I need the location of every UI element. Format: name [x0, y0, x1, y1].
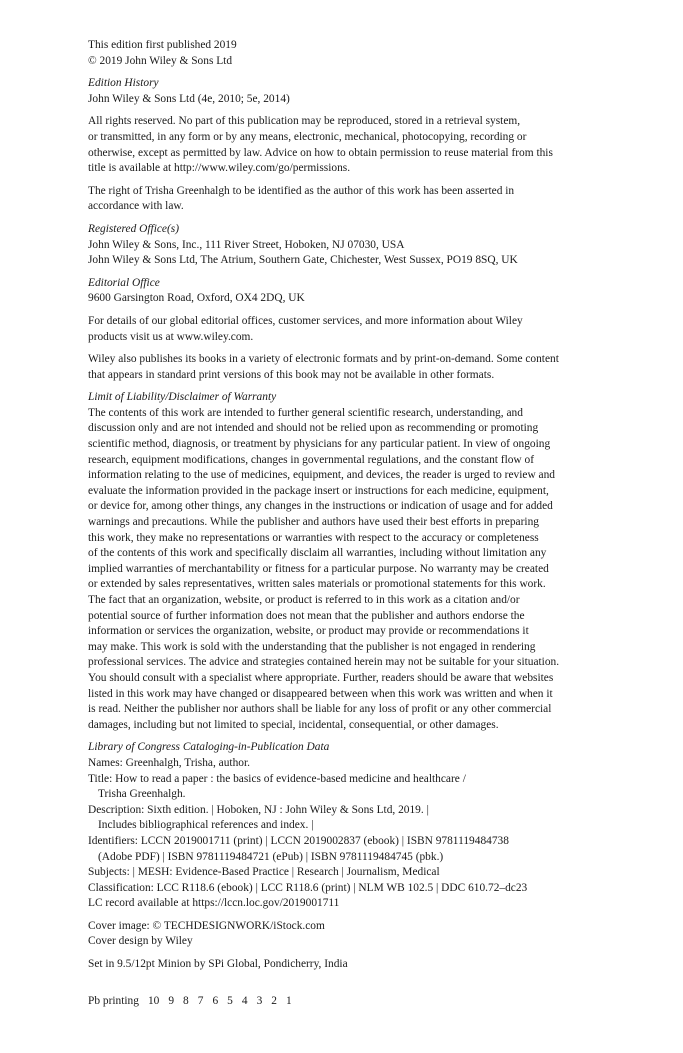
cover-design-credit: Cover design by Wiley: [88, 935, 193, 948]
typeset-line: Set in 9.5/12pt Minion by SPi Global, Pondicherry, India: [88, 958, 348, 971]
printing-number: 9: [168, 995, 175, 1007]
cip-description: Description: Sixth edition. | Hoboken, NJ : John Wiley & Sons Ltd, 2019. |: [88, 803, 429, 816]
cip-title-continued: Trisha Greenhalgh.: [98, 788, 186, 801]
text-line: damages, including but not limited to special, incidental, consequential, or other damages.: [88, 718, 499, 731]
text-line: The right of Trisha Greenhalgh to be identified as the author of this work has been asserted in: [88, 184, 515, 197]
text-line: otherwise, except as permitted by law. Advice on how to obtain permission to reuse material from this: [88, 146, 553, 159]
cip-identifiers-continued: (Adobe PDF) | ISBN 9781119484721 (ePub) | ISBN 9781119484745 (pbk.): [98, 850, 444, 863]
cip-names: Names: Greenhalgh, Trisha, author.: [88, 756, 250, 769]
text-line: products visit us at www.wiley.com.: [88, 330, 254, 343]
editorial-office-heading: Editorial Office: [88, 276, 160, 289]
text-line: is read. Neither the publisher nor authors shall be liable for any loss of profit or any other commercial: [88, 703, 552, 716]
cip-title: Title: How to read a paper : the basics of evidence-based medicine and healthcare /: [88, 772, 466, 785]
office-line: John Wiley & Sons Ltd, The Atrium, Southern Gate, Chichester, West Sussex, PO19 8SQ, UK: [88, 254, 518, 267]
text-line: this work, they make no representations or warranties with respect to the accuracy or completeness: [88, 531, 539, 544]
cover-image-credit: Cover image: © TECHDESIGNWORK/iStock.com: [88, 919, 325, 932]
text-line: title is available at http://www.wiley.com/go/permissions.: [88, 162, 351, 175]
text-line: You should consult with a specialist where appropriate. Further, readers should be aware that websites: [88, 671, 554, 684]
text-line: research, equipment modifications, changes in governmental regulations, and the constant flow of: [88, 453, 534, 466]
text-line: or transmitted, in any form or by any means, electronic, mechanical, photocopying, recording or: [88, 130, 527, 143]
text-line: implied warranties of merchantability or fitness for a particular purpose. No warranty may be created: [88, 562, 549, 575]
text-line: scientific method, diagnosis, or treatment by physicians for any particular patient. In view of ongoing: [88, 438, 551, 451]
text-line: evaluate the information provided in the package insert or instructions for each medicine, equipment,: [88, 484, 549, 497]
printing-number: 2: [271, 995, 277, 1007]
edition-history-text: John Wiley & Sons Ltd (4e, 2010; 5e, 2014): [88, 92, 290, 105]
text-line: information relating to the use of medicines, equipment, and devices, the reader is urged to review and: [88, 469, 555, 482]
text-line: that appears in standard print versions of this book may not be available in other formats.: [88, 368, 495, 381]
text-line: For details of our global editorial offices, customer services, and more information about Wiley: [88, 314, 523, 327]
printing-number: 3: [256, 995, 263, 1007]
liability-paragraph: [88, 406, 608, 733]
printing-number: 7: [197, 995, 204, 1007]
cip-classification: Classification: LCC R118.6 (ebook) | LCC R118.6 (print) | NLM WB 102.5 | DDC 610.72–dc23: [88, 881, 528, 894]
liability-heading: Limit of Liability/Disclaimer of Warranty: [88, 391, 277, 404]
text-line: listed in this work may have changed or disappeared between when this work was written and when it: [88, 687, 553, 700]
text-line: potential source of further information does not mean that the publisher and authors endorse the: [88, 609, 525, 622]
printing-number: 10: [147, 995, 160, 1007]
text-line: professional services. The advice and strategies contained herein may not be suitable for your situation.: [88, 656, 560, 669]
text-line: accordance with law.: [88, 200, 184, 213]
printing-number: 6: [212, 995, 219, 1007]
cip-subjects: Subjects: | MESH: Evidence-Based Practice | Research | Journalism, Medical: [88, 866, 440, 879]
registered-offices-heading: Registered Office(s): [88, 222, 179, 235]
printing-number: 5: [227, 995, 233, 1007]
cip-description-continued: Includes bibliographical references and index. |: [98, 819, 314, 832]
text-line: or extended by sales representatives, written sales materials or promotional statements for this work.: [88, 578, 546, 591]
author-right-paragraph: [88, 184, 608, 215]
printing-line: [88, 994, 292, 1010]
printing-number: 8: [183, 995, 189, 1007]
printing-label: Pb printing: [88, 995, 139, 1007]
cip-heading: Library of Congress Cataloging-in-Publication Data: [88, 741, 330, 754]
text-line: may make. This work is sold with the understanding that the publisher is not engaged in rendering: [88, 640, 536, 653]
text-line: The contents of this work are intended to further general scientific research, understanding, and: [88, 406, 523, 419]
edition-history-heading: Edition History: [88, 77, 159, 90]
office-line: John Wiley & Sons, Inc., 111 River Street, Hoboken, NJ 07030, USA: [88, 238, 405, 251]
copyright-line: © 2019 John Wiley & Sons Ltd: [88, 54, 233, 67]
text-line: All rights reserved. No part of this publication may be reproduced, stored in a retrieval system,: [88, 115, 521, 128]
rights-paragraph: [88, 114, 608, 176]
text-line: information or services the organization, website, or product may provide or recommendations it: [88, 625, 529, 638]
formats-paragraph: [88, 352, 608, 383]
editorial-office-text: 9600 Garsington Road, Oxford, OX4 2DQ, UK: [88, 292, 305, 305]
text-line: discussion only and are not intended and should not be relied upon as recommending or promoting: [88, 422, 539, 435]
cip-identifiers: Identifiers: LCCN 2019001711 (print) | LCCN 2019002837 (ebook) | ISBN 9781119484738: [88, 834, 509, 847]
first-published-line: This edition first published 2019: [88, 39, 237, 51]
text-line: of the contents of this work and specifically disclaim all warranties, including without limitation any: [88, 547, 547, 560]
global-offices-paragraph: [88, 314, 608, 345]
text-line: or device for, among other things, any changes in the instructions or indication of usage and for added: [88, 500, 553, 513]
text-line: The fact that an organization, website, or product is referred to in this work as a citation and/or: [88, 594, 520, 606]
printing-number: 4: [241, 995, 248, 1007]
text-line: warnings and precautions. While the publisher and authors have used their best efforts in preparing: [88, 516, 539, 529]
printing-number: 1: [285, 995, 292, 1007]
text-line: Wiley also publishes its books in a variety of electronic formats and by print-on-demand. Some content: [88, 353, 559, 366]
copyright-page: [88, 38, 608, 973]
cip-record: LC record available at https://lccn.loc.gov/2019001711: [88, 897, 340, 910]
